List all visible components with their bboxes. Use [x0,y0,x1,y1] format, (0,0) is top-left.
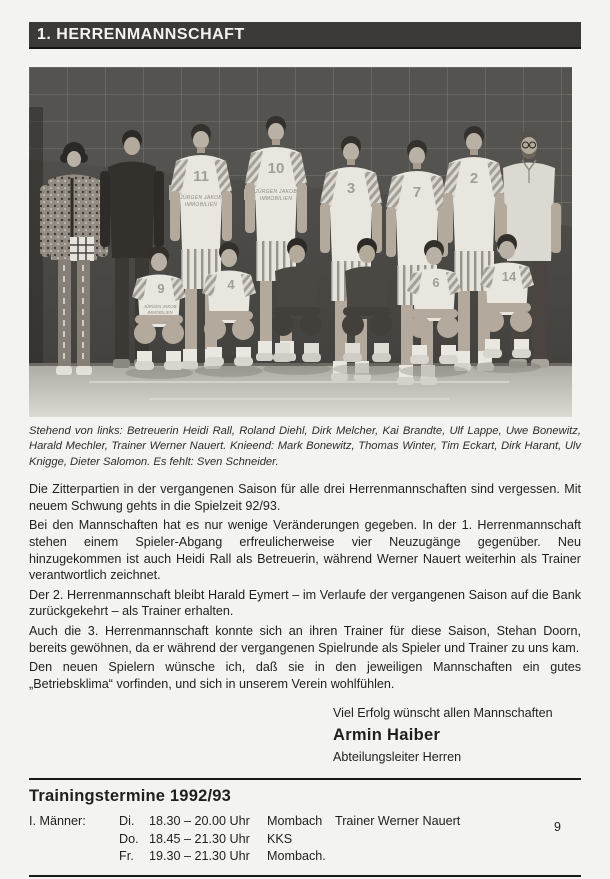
paragraph: Auch die 3. Herrenmannschaft konnte sich an ihren Trainer für diese Saison, Stehan Doorn, bereits gewöhnen, da er während der vergangenen Spielrunde als Spieler und Trainer zu uns kam. [29,623,581,655]
training-row [29,813,581,830]
training-time: 18.45 – 21.30 Uhr [149,831,250,846]
sponsor-line: IMMOBILIEN [259,196,293,202]
jersey-number: 3 [346,180,356,197]
sponsor-line: JÜRGEN JAKOB [255,189,297,195]
signature-role: Abteilungsleiter Herren [333,750,462,765]
jersey-number: 11 [193,168,209,185]
training-day: Fr. [119,849,134,864]
training-team [29,831,119,848]
sponsor-line: IMMOBILIEN [184,202,218,208]
section-header-bar [29,22,581,49]
training-note [335,848,581,865]
sponsor-line: JÜRGEN JAKOB [180,195,222,201]
photo-caption: Stehend von links: Betreuerin Heidi Rall, Roland Diehl, Dirk Melcher, Kai Brandte, Ulf Lappe, Uwe Bonewitz, Harald Mechler, Trainer Werner Nauert. Knieend: Mark Bonewitz, Thomas Winter, Tim Eckart, Dirk Harant, Ulv Knigge, Dieter Salomon. Es fehlt: Sven Schneider. [29,425,581,468]
training-location: KKS [267,831,293,846]
training-title: Trainingstermine 1992/93 [29,787,231,806]
jersey-number: 14 [501,269,517,284]
training-location: Mombach. [267,849,326,864]
training-schedule [29,778,581,876]
jersey-number: 7 [412,184,422,201]
training-day: Do. [119,831,139,846]
training-day: Di. [119,814,135,829]
page-number: 9 [554,820,561,834]
paragraph: Den neuen Spielern wünsche ich, daß sie in den jeweiligen Mannschaften ein gutes „Betriebsklima“ vorfinden, und sich in unserem Verein wohlfühlen. [29,660,581,691]
closing-block [333,705,581,764]
paragraph: Bei den Mannschaften hat es nur wenige Veränderungen gegeben. In der 1. Herrenmannschaft stehen einem Spieler-Abgang erfreulicherweise vier Neuzugänge gegenüber. Neu hinzugekommen ist auch Heidi Rall als Betreuerin, während Werner Nauert weiterhin als Trainer verantwortlich zeichnet. [29,518,581,583]
paragraph: Der 2. Herrenmannschaft bleibt Harald Eymert – im Verlaufe der vergangenen Saison auf die Bank zurückgekehrt – als Trainer erhalten. [29,587,581,619]
team-photo-illustration [29,67,572,417]
training-row [29,831,581,848]
training-row [29,848,581,865]
jersey-number: 2 [469,170,479,187]
team-photo [29,67,572,417]
training-note: Trainer Werner Nauert [335,814,461,829]
jersey-number: 4 [227,277,235,292]
section-title: 1. HERRENMANNSCHAFT [37,25,245,43]
training-note [335,831,581,848]
paragraph: Die Zitterpartien in der vergangenen Saison für alle drei Herrenmannschaften sind vergessen. Mit neuem Schwung gehts in die Spielzeit 92/93. [29,482,581,513]
sponsor-line: JÜRGEN JAKOB [143,304,177,309]
training-time: 19.30 – 21.30 Uhr [149,849,250,864]
sponsor-line: IMMOBILIEN [147,310,173,315]
jersey-number: 6 [432,275,440,290]
closing-wish: Viel Erfolg wünscht allen Mannschaften [333,706,553,721]
training-team: I. Männer: [29,814,86,829]
training-team [29,848,119,865]
training-time: 18.30 – 20.00 Uhr [149,814,250,829]
jersey-number: 9 [157,281,165,296]
signature-name: Armin Haiber [333,726,441,745]
jersey-number: 10 [267,160,285,177]
article-body [29,481,581,692]
training-location: Mombach [267,814,323,829]
